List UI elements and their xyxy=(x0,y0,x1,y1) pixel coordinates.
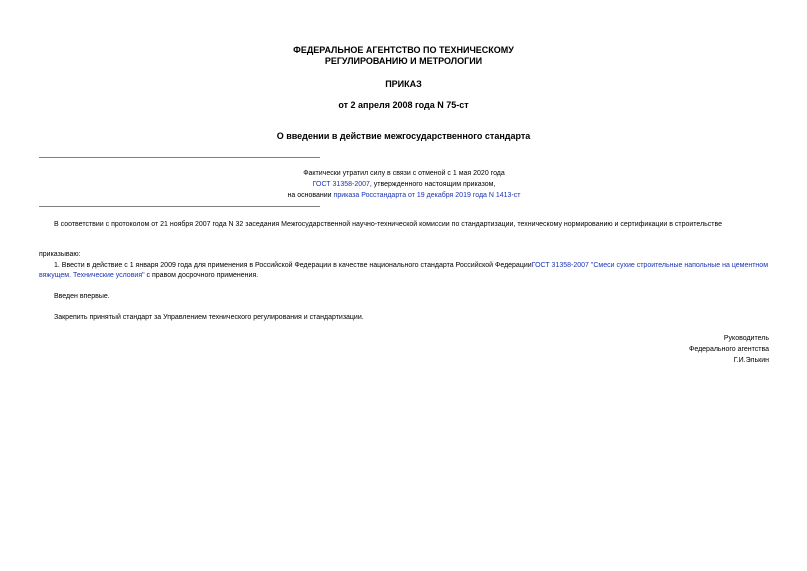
item-1-tail: с правом досрочного применения. xyxy=(144,272,259,279)
signature-title-1: Руководитель xyxy=(723,335,769,342)
gost-31358-link[interactable]: ГОСТ 31358-2007 "Смеси сухие строительные напольные на цементном вяжущем. Технические условия" xyxy=(39,262,769,279)
preamble-paragraph: В соответствии с протоколом от 21 ноября 2007 года N 32 заседания Межгосударственной научно-технической комиссии по стандартизации, техническому нормированию и сертификации в строительстве xyxy=(54,221,723,228)
status-note-line-1: Фактически утратил силу в связи с отменой с 1 мая 2020 года xyxy=(303,170,505,177)
rosstandart-order-link[interactable]: приказа Росстандарта от 19 декабря 2019 года N 1413-ст xyxy=(333,192,521,199)
document-type: ПРИКАЗ xyxy=(385,79,422,89)
introduced-paragraph: Введен впервые. xyxy=(54,293,110,300)
status-note-line-2-text: , утвержденного настоящим приказом, xyxy=(369,181,496,188)
document-subject: О введении в действие межгосударственного стандарта xyxy=(276,131,531,141)
signature-title-2: Федерального агентства xyxy=(689,346,769,353)
status-note-line-2 xyxy=(39,179,769,190)
signature-block xyxy=(689,333,769,366)
item-1-text: 1. Ввести в действие с 1 января 2009 года для применения в Российской Федерации в качестве национального стандарта Российской Федерации xyxy=(54,262,532,269)
status-note-line-3 xyxy=(39,190,769,201)
order-word: приказываю: xyxy=(39,251,81,258)
signature-name: Г.И.Элькин xyxy=(733,357,769,364)
status-note xyxy=(39,168,769,201)
assign-paragraph: Закрепить принятый стандарт за Управлением технического регулирования и стандартизации. xyxy=(54,314,364,321)
rule-bottom xyxy=(39,206,320,207)
rule-top xyxy=(39,157,320,158)
agency-line-1: ФЕДЕРАЛЬНОЕ АГЕНТСТВО ПО ТЕХНИЧЕСКОМУ xyxy=(293,45,514,55)
document-date: от 2 апреля 2008 года N 75-ст xyxy=(338,100,469,110)
agency-name xyxy=(0,45,807,67)
gost-link[interactable]: ГОСТ 31358-2007 xyxy=(312,181,370,188)
status-note-line-3-text: на основании xyxy=(287,192,334,199)
item-1-paragraph xyxy=(39,261,769,281)
agency-line-2: РЕГУЛИРОВАНИЮ И МЕТРОЛОГИИ xyxy=(324,56,483,66)
